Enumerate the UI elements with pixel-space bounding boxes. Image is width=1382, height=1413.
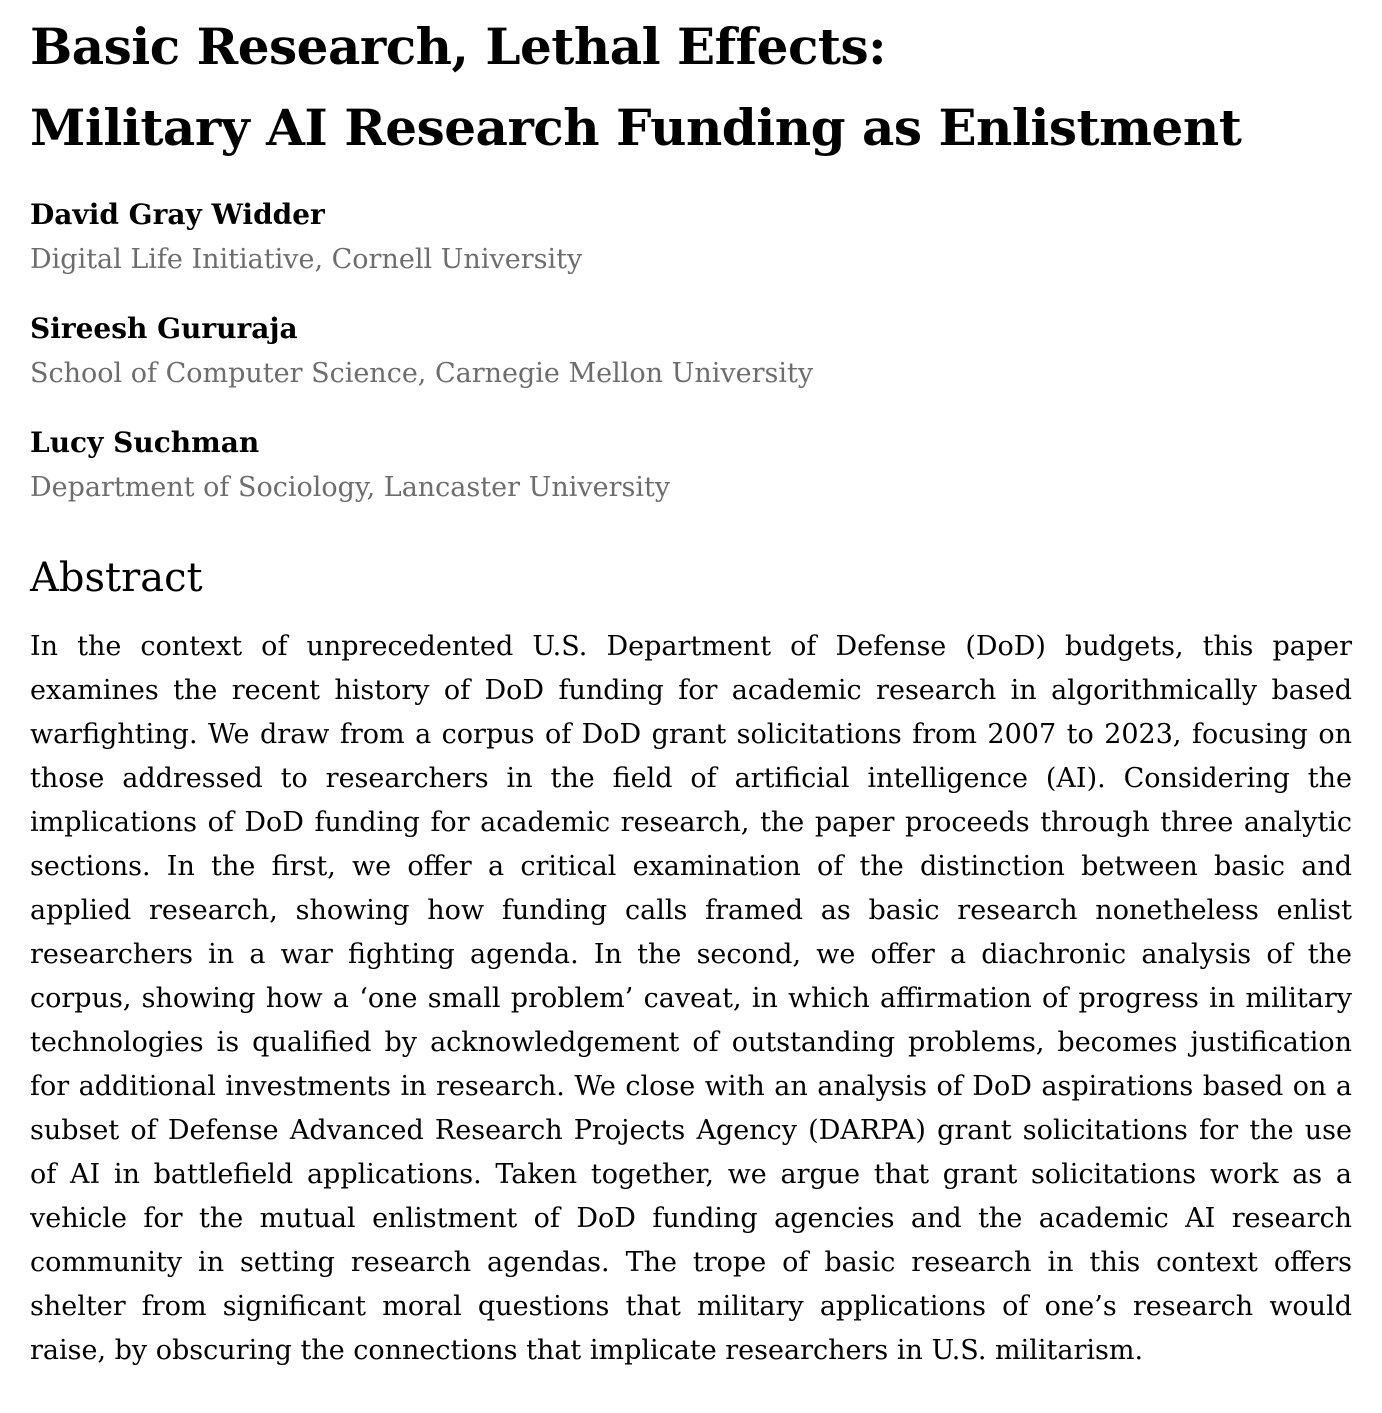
- abstract-heading: Abstract: [30, 554, 203, 601]
- paper-title: [30, 6, 1352, 168]
- author-block-3: [30, 424, 1352, 506]
- author-affiliation: Department of Sociology, Lancaster University: [30, 472, 671, 504]
- paper-title-line-1: Basic Research, Lethal Effects:: [30, 17, 887, 76]
- author-affiliation: School of Computer Science, Carnegie Mellon University: [30, 358, 814, 390]
- abstract-text: In the context of unprecedented U.S. Department of Defense (DoD) budgets, this paper examines the recent history of DoD funding for academic research in algorithmically based warfighting. We draw from a corpus of DoD grant solicitations from 2007 to 2023, focusing on those addressed to researchers in the field of artificial intelligence (AI). Considering the implications of DoD funding for academic research, the paper proceeds through three analytic sections. In the first, we offer a critical examination of the distinction between basic and applied research, showing how funding calls framed as basic research nonetheless enlist researchers in a war fighting agenda. In the second, we offer a diachronic analysis of the corpus, showing how a ‘one small problem’ caveat, in which affirmation of progress in military technologies is qualified by acknowledgement of outstanding problems, becomes justification for additional investments in research. We close with an analysis of DoD aspirations based on a subset of Defense Advanced Research Projects Agency (DARPA) grant solicitations for the use of AI in battlefield applications. Taken together, we argue that grant solicitations work as a vehicle for the mutual enlistment of DoD funding agencies and the academic AI research community in setting research agendas. The trope of basic research in this context offers shelter from significant moral questions that military applications of one’s research would raise, by obscuring the connections that implicate researchers in U.S. militarism.: [30, 630, 1352, 1366]
- author-block-2: [30, 310, 1352, 392]
- author-name: Lucy Suchman: [30, 426, 260, 460]
- author-name: David Gray Widder: [30, 198, 325, 231]
- author-block-1: [30, 196, 1352, 278]
- author-affiliation: Digital Life Initiative, Cornell University: [30, 243, 583, 275]
- paper-title-line-2: Military AI Research Funding as Enlistment: [30, 98, 1242, 157]
- author-name: Sireesh Gururaja: [30, 312, 298, 346]
